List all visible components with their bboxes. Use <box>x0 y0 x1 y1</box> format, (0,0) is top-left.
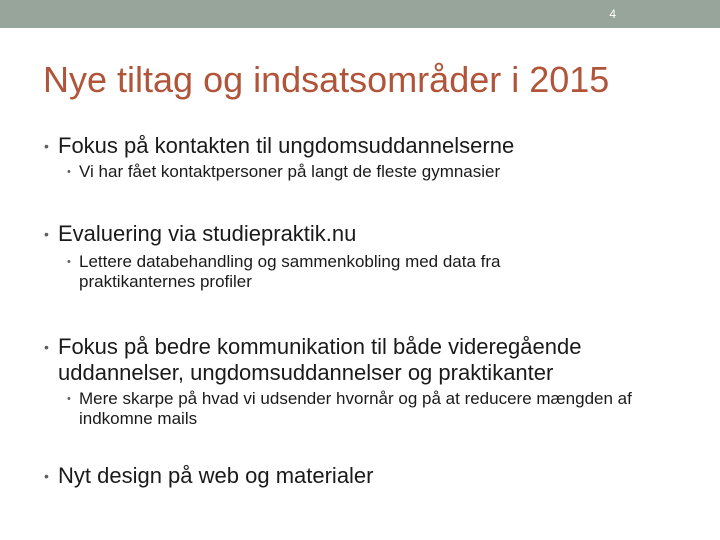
bullet-new-design: • Nyt design på web og materialer <box>44 463 658 489</box>
slide-title: Nye tiltag og indsatsområder i 2015 <box>43 59 610 100</box>
header-bar <box>0 0 720 28</box>
sub-bullet-mail-reduction: • Mere skarpe på hvad vi udsender hvornår og på at reducere mængden af indkomne mails <box>67 389 639 429</box>
slide-number: 4 <box>609 7 616 21</box>
sub-bullet-contact-persons: • Vi har fået kontaktpersoner på langt de fleste gymnasier <box>67 162 639 182</box>
bullet-communication: • Fokus på bedre kommunikation til både videregående uddannelser, ungdomsuddannelser og praktikanter <box>44 334 658 386</box>
bullet-evaluation: • Evaluering via studiepraktik.nu <box>44 221 658 247</box>
bullet-contact-focus: • Fokus på kontakten til ungdomsuddannelserne <box>44 133 658 159</box>
sub-bullet-data-handling: • Lettere databehandling og sammenkobling med data fra praktikanternes profiler <box>67 252 599 292</box>
